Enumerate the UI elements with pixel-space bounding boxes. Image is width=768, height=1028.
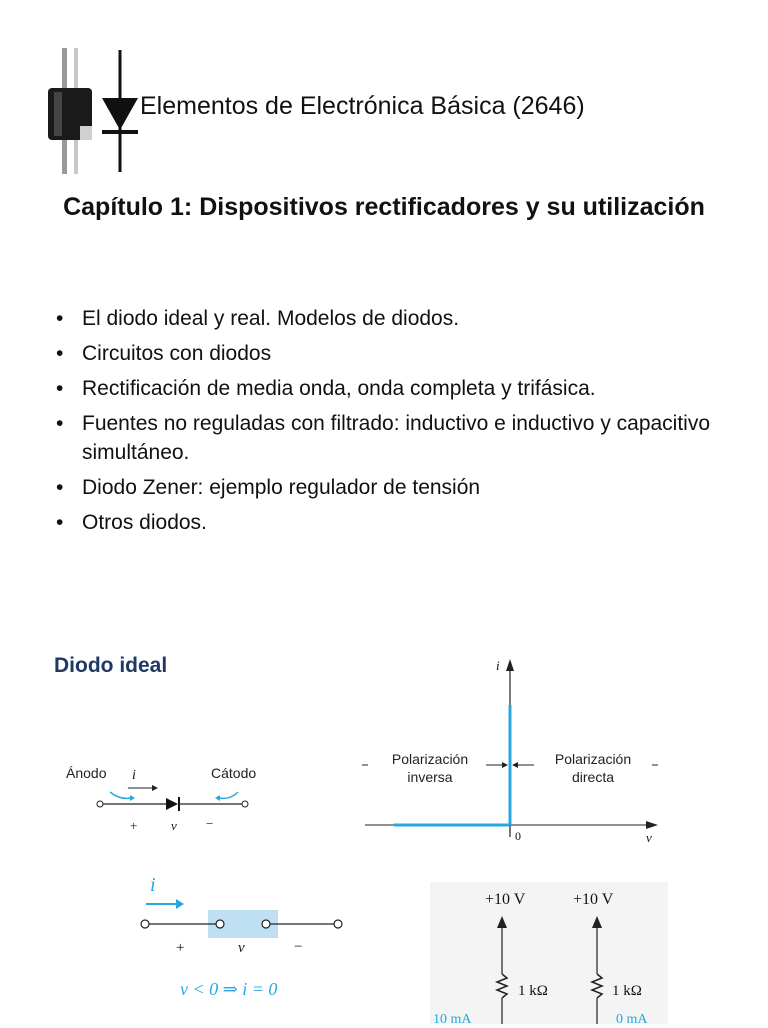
plus-sign: + <box>130 818 138 833</box>
switch-current-label: i <box>150 874 156 896</box>
voltage-label: v <box>171 818 177 833</box>
cutoff-condition: v < 0 ⇒ i = 0 <box>180 979 278 999</box>
minus-sign: − <box>206 816 214 831</box>
cathode-label: Cátodo <box>211 765 257 781</box>
list-item: • Fuentes no reguladas con filtrado: inductivo e inductivo y capacitivo simultáneo. <box>54 409 734 467</box>
list-item: • El diodo ideal y real. Modelos de diodos. <box>54 304 734 333</box>
list-item: • Rectificación de media onda, onda completa y trifásica. <box>54 374 734 403</box>
anode-label: Ánodo <box>66 765 107 781</box>
origin-label: 0 <box>515 829 521 843</box>
right-resistor-label: 1 kΩ <box>612 983 642 999</box>
x-axis-label: v <box>646 830 652 845</box>
right-supply-label: +10 V <box>573 891 614 908</box>
list-item: • Diodo Zener: ejemplo regulador de tensión <box>54 473 734 502</box>
left-supply-label: +10 V <box>485 891 526 908</box>
course-title: Elementos de Electrónica Básica (2646) <box>140 92 585 120</box>
topic-list <box>54 304 734 543</box>
right-current-label: 0 mA <box>616 1012 648 1027</box>
current-label: i <box>132 768 136 783</box>
open-switch-diagram <box>138 892 348 942</box>
diode-circuit-symbol <box>90 780 260 820</box>
list-item: • Circuitos con diodos <box>54 339 734 368</box>
switch-minus: − <box>294 939 303 955</box>
y-axis-label: i <box>496 658 500 673</box>
list-item: • Otros diodos. <box>54 508 734 537</box>
section-title: Diodo ideal <box>54 654 168 677</box>
forward-bias-label: Polarización directa <box>554 751 632 785</box>
switch-voltage: v <box>238 940 245 956</box>
left-resistor-label: 1 kΩ <box>518 983 548 999</box>
left-current-label: 10 mA <box>433 1012 472 1027</box>
diode-icon <box>40 48 140 174</box>
switch-plus: + <box>176 940 185 956</box>
chapter-title: Capítulo 1: Dispositivos rectificadores y su utilización <box>63 193 705 221</box>
resistor-circuits <box>490 912 620 1024</box>
reverse-bias-label: Polarización inversa <box>391 751 469 785</box>
